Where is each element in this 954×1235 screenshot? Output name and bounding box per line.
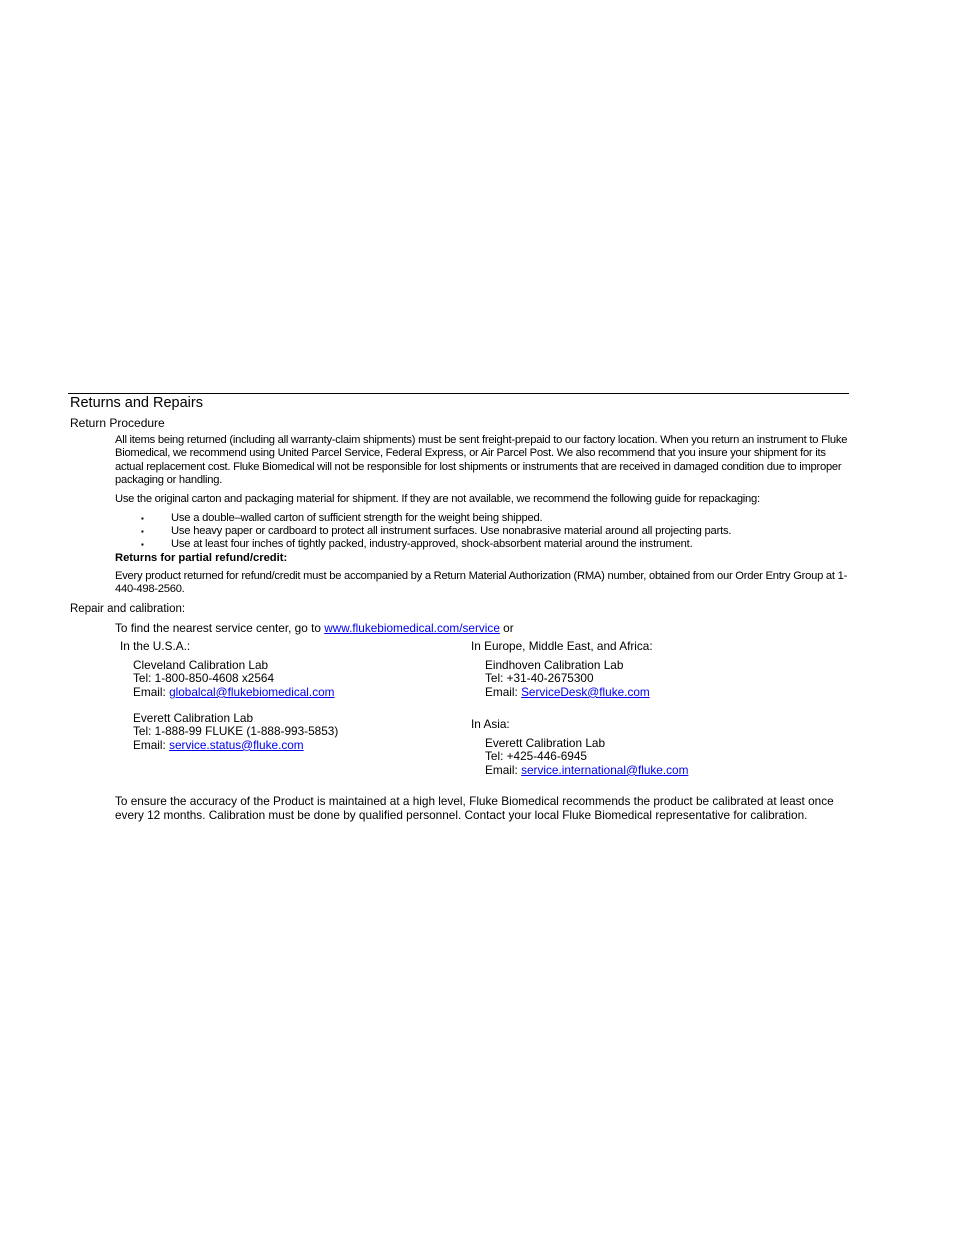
- lab-email-line: [485, 686, 650, 699]
- list-item: [141, 525, 731, 538]
- refund-paragraph: Every product returned for refund/credit must be accompanied by a Return Material Authorization (RMA) number, obtained from our Order Entry Group at 1-440-498-2560.: [115, 570, 848, 596]
- lab-tel: Tel: +31-40-2675300: [485, 671, 594, 686]
- service-center-prefix: To find the nearest service center, go to: [115, 621, 325, 635]
- everett-us-lab-block: [133, 712, 338, 752]
- email-label: Email:: [133, 737, 170, 752]
- everett-asia-email-link[interactable]: service.international@fluke.com: [521, 762, 689, 777]
- repair-heading: Repair and calibration:: [70, 603, 186, 615]
- bullet-icon: ▪: [141, 540, 144, 550]
- section-title: Returns and Repairs: [70, 395, 203, 411]
- list-item-text: Use a double–walled carton of sufficient strength for the weight being shipped.: [171, 512, 543, 524]
- lab-email-line: [485, 764, 688, 777]
- bullet-icon: ▪: [141, 527, 144, 537]
- lab-name: Cleveland Calibration Lab: [133, 658, 269, 672]
- list-item-text: Use at least four inches of tightly packed, industry-approved, shock-absorbent material around the instrument.: [171, 538, 693, 551]
- email-label: Email:: [485, 762, 522, 777]
- lab-name: Eindhoven Calibration Lab: [485, 658, 624, 672]
- refund-heading: Returns for partial refund/credit:: [115, 552, 288, 564]
- lab-name: Everett Calibration Lab: [133, 711, 254, 725]
- list-item-text: Use heavy paper or cardboard to protect all instrument surfaces. Use nonabrasive material around all projecting parts.: [171, 525, 732, 538]
- lab-tel: Tel: 1-888-99 FLUKE (1-888-993-5853): [133, 724, 339, 739]
- return-paragraph-1: All items being returned (including all warranty-claim shipments) must be sent freight-prepaid to our factory location. When you return an instrument to Fluke Biomedical, we recommend using United Parcel Service, Federal Express, or Air Parcel Post. We also recommend that you insure your shipment for its actual replacement cost. Fluke Biomedical will not be responsible for lost shipments or instruments that are received in damaged condition due to improper packaging or handling.: [115, 434, 848, 487]
- list-item: [141, 538, 731, 551]
- calibration-paragraph: To ensure the accuracy of the Product is maintained at a high level, Fluke Biomedical recommends the product be calibrated at least once every 12 months. Calibration must be done by qualified personnel. Contact your local Fluke Biomedical representative for calibration.: [115, 794, 834, 822]
- usa-label: In the U.S.A.:: [120, 639, 191, 653]
- lab-tel: Tel: +425-446-6945: [485, 749, 587, 764]
- asia-label: In Asia:: [471, 717, 510, 731]
- service-center-link[interactable]: www.flukebiomedical.com/service: [324, 621, 500, 635]
- lab-email-line: [133, 686, 334, 699]
- europe-label: In Europe, Middle East, and Africa:: [471, 639, 653, 653]
- email-label: Email:: [133, 684, 170, 699]
- cleveland-email-link[interactable]: globalcal@flukebiomedical.com: [169, 684, 335, 699]
- lab-tel: Tel: 1-800-850-4608 x2564: [133, 671, 275, 686]
- cleveland-lab-block: [133, 659, 334, 699]
- return-procedure-heading: Return Procedure: [70, 416, 165, 430]
- email-label: Email:: [485, 684, 522, 699]
- service-center-line: [115, 621, 514, 635]
- lab-name: Everett Calibration Lab: [485, 736, 606, 750]
- bullet-icon: ▪: [141, 514, 144, 523]
- service-center-suffix: or: [499, 621, 514, 635]
- section-divider: [68, 393, 849, 394]
- eindhoven-email-link[interactable]: ServiceDesk@fluke.com: [521, 684, 650, 699]
- eindhoven-lab-block: [485, 659, 650, 699]
- everett-asia-lab-block: [485, 737, 688, 777]
- return-paragraph-2: Use the original carton and packaging material for shipment. If they are not available, we recommend the following guide for repackaging:: [115, 493, 760, 505]
- everett-us-email-link[interactable]: service.status@fluke.com: [169, 737, 304, 752]
- list-item: [141, 512, 731, 525]
- lab-email-line: [133, 739, 338, 752]
- packaging-list: [141, 512, 731, 552]
